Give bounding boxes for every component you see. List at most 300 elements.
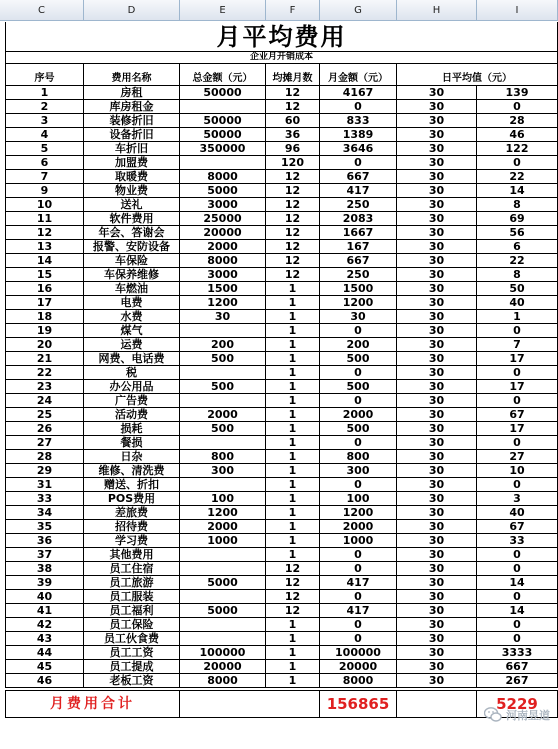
cell-total[interactable]: 5000 [180,604,266,618]
column-header[interactable]: F [266,0,320,21]
cell-daily[interactable]: 0 [477,618,558,632]
cell-months[interactable]: 12 [266,576,320,590]
cell-total[interactable] [180,548,266,562]
cell-daily[interactable]: 6 [477,240,558,254]
cell-monthly[interactable]: 667 [320,170,397,184]
cell-daily[interactable]: 8 [477,198,558,212]
cell-seq[interactable]: 37 [5,548,84,562]
cell-months[interactable]: 12 [266,86,320,100]
cell-daily[interactable]: 14 [477,604,558,618]
cell-months[interactable]: 1 [266,408,320,422]
cell-monthly[interactable]: 417 [320,604,397,618]
cell-seq[interactable]: 3 [5,114,84,128]
cell-months[interactable]: 12 [266,212,320,226]
cell-daily[interactable]: 67 [477,520,558,534]
cell-name[interactable]: 煤气 [84,324,180,338]
cell-total[interactable] [180,394,266,408]
cell-monthly[interactable]: 100000 [320,646,397,660]
column-header[interactable]: C [0,0,84,21]
cell-monthly[interactable]: 1500 [320,282,397,296]
cell-monthly[interactable]: 0 [320,562,397,576]
cell-monthly[interactable]: 1200 [320,506,397,520]
cell-daily[interactable]: 69 [477,212,558,226]
cell-name[interactable]: POS费用 [84,492,180,506]
cell-daily[interactable]: 3333 [477,646,558,660]
cell-daily[interactable]: 122 [477,142,558,156]
cell-seq[interactable]: 18 [5,310,84,324]
cell-total[interactable] [180,618,266,632]
cell-seq[interactable]: 38 [5,562,84,576]
cell-monthly[interactable]: 0 [320,478,397,492]
cell-daily[interactable]: 0 [477,156,558,170]
cell-daily[interactable]: 0 [477,366,558,380]
cell-months[interactable]: 1 [266,338,320,352]
cell-name[interactable]: 老板工资 [84,674,180,688]
cell-name[interactable]: 装修折旧 [84,114,180,128]
cell-name[interactable]: 员工服装 [84,590,180,604]
cell-monthly[interactable]: 833 [320,114,397,128]
cell-daily[interactable]: 667 [477,660,558,674]
cell-name[interactable]: 员工提成 [84,660,180,674]
cell-daily[interactable]: 139 [477,86,558,100]
cell-monthly[interactable]: 4167 [320,86,397,100]
cell-seq[interactable]: 25 [5,408,84,422]
cell-total[interactable]: 30 [180,310,266,324]
cell-days[interactable]: 30 [397,114,477,128]
cell-months[interactable]: 1 [266,436,320,450]
cell-daily[interactable]: 0 [477,436,558,450]
cell-days[interactable]: 30 [397,618,477,632]
cell-days[interactable]: 30 [397,100,477,114]
cell-daily[interactable]: 10 [477,464,558,478]
cell-seq[interactable]: 28 [5,450,84,464]
cell-total[interactable]: 800 [180,450,266,464]
cell-monthly[interactable]: 0 [320,366,397,380]
cell-days[interactable]: 30 [397,128,477,142]
cell-total[interactable]: 500 [180,352,266,366]
cell-name[interactable]: 送礼 [84,198,180,212]
cell-months[interactable]: 1 [266,450,320,464]
cell-months[interactable]: 1 [266,310,320,324]
cell-monthly[interactable]: 417 [320,184,397,198]
cell-months[interactable]: 1 [266,492,320,506]
cell-monthly[interactable]: 0 [320,632,397,646]
column-header[interactable]: G [320,0,397,21]
cell-months[interactable]: 1 [266,632,320,646]
cell-days[interactable]: 30 [397,478,477,492]
cell-months[interactable]: 36 [266,128,320,142]
cell-days[interactable]: 30 [397,660,477,674]
cell-total[interactable]: 200 [180,338,266,352]
cell-total[interactable] [180,366,266,380]
cell-total[interactable]: 20000 [180,660,266,674]
cell-days[interactable]: 30 [397,604,477,618]
cell-months[interactable]: 12 [266,170,320,184]
cell-months[interactable]: 1 [266,618,320,632]
cell-seq[interactable]: 5 [5,142,84,156]
cell-days[interactable]: 30 [397,492,477,506]
cell-monthly[interactable]: 250 [320,198,397,212]
cell-days[interactable]: 30 [397,212,477,226]
cell-seq[interactable]: 13 [5,240,84,254]
cell-daily[interactable]: 0 [477,100,558,114]
cell-months[interactable]: 1 [266,394,320,408]
cell-seq[interactable]: 33 [5,492,84,506]
cell-seq[interactable]: 2 [5,100,84,114]
cell-name[interactable]: 员工福利 [84,604,180,618]
header-daily[interactable]: 日平均值（元） [397,64,558,86]
cell-monthly[interactable]: 167 [320,240,397,254]
cell-monthly[interactable]: 3646 [320,142,397,156]
cell-daily[interactable]: 14 [477,184,558,198]
cell-name[interactable]: 运费 [84,338,180,352]
cell-months[interactable]: 120 [266,156,320,170]
cell-total[interactable]: 300 [180,464,266,478]
cell-seq[interactable]: 17 [5,296,84,310]
cell-months[interactable]: 1 [266,380,320,394]
cell-days[interactable]: 30 [397,674,477,688]
cell-total[interactable]: 50000 [180,128,266,142]
cell-days[interactable]: 30 [397,268,477,282]
cell-daily[interactable]: 50 [477,282,558,296]
cell-monthly[interactable]: 250 [320,268,397,282]
cell-seq[interactable]: 36 [5,534,84,548]
cell-daily[interactable]: 22 [477,170,558,184]
cell-name[interactable]: 取暖费 [84,170,180,184]
cell-total[interactable]: 1500 [180,282,266,296]
cell-name[interactable]: 日杂 [84,450,180,464]
cell-days[interactable]: 30 [397,240,477,254]
cell-daily[interactable]: 0 [477,478,558,492]
cell-daily[interactable]: 33 [477,534,558,548]
cell-daily[interactable]: 14 [477,576,558,590]
cell-seq[interactable]: 43 [5,632,84,646]
cell-name[interactable]: 员工保险 [84,618,180,632]
cell-name[interactable]: 物业费 [84,184,180,198]
cell-seq[interactable]: 4 [5,128,84,142]
cell-total[interactable]: 20000 [180,226,266,240]
cell-monthly[interactable]: 30 [320,310,397,324]
cell-days[interactable]: 30 [397,548,477,562]
cell-daily[interactable]: 0 [477,324,558,338]
sheet-title[interactable]: 月平均费用 [5,22,558,52]
cell-months[interactable]: 12 [266,590,320,604]
cell-monthly[interactable]: 1389 [320,128,397,142]
cell-daily[interactable]: 267 [477,674,558,688]
cell-monthly[interactable]: 0 [320,590,397,604]
cell-total[interactable] [180,100,266,114]
cell-name[interactable]: 学习费 [84,534,180,548]
header-monthly[interactable]: 月金额（元） [320,64,397,86]
cell-total[interactable]: 3000 [180,268,266,282]
cell-monthly[interactable]: 0 [320,156,397,170]
header-seq[interactable]: 序号 [5,64,84,86]
cell-name[interactable]: 维修、清洗费 [84,464,180,478]
sheet-subtitle[interactable]: 企业月开销成本 [5,52,558,64]
cell-monthly[interactable]: 2000 [320,408,397,422]
cell-total[interactable]: 1000 [180,534,266,548]
cell-total[interactable]: 1200 [180,506,266,520]
cell-monthly[interactable]: 0 [320,324,397,338]
cell-days[interactable]: 30 [397,310,477,324]
cell-total[interactable]: 50000 [180,86,266,100]
cell-monthly[interactable]: 500 [320,380,397,394]
cell-name[interactable]: 车燃油 [84,282,180,296]
cell-daily[interactable]: 0 [477,562,558,576]
cell-seq[interactable]: 24 [5,394,84,408]
cell-months[interactable]: 12 [266,562,320,576]
cell-daily[interactable]: 46 [477,128,558,142]
cell-months[interactable]: 1 [266,352,320,366]
column-header[interactable]: E [180,0,266,21]
cell-seq[interactable]: 11 [5,212,84,226]
cell-seq[interactable]: 34 [5,506,84,520]
cell-name[interactable]: 年会、答谢会 [84,226,180,240]
cell-days[interactable]: 30 [397,562,477,576]
cell-monthly[interactable]: 1000 [320,534,397,548]
cell-days[interactable]: 30 [397,184,477,198]
cell-name[interactable]: 税 [84,366,180,380]
cell-total[interactable]: 500 [180,422,266,436]
cell-seq[interactable]: 26 [5,422,84,436]
cell-name[interactable]: 电费 [84,296,180,310]
cell-monthly[interactable]: 800 [320,450,397,464]
cell-total[interactable]: 2000 [180,408,266,422]
cell-daily[interactable]: 27 [477,450,558,464]
cell-monthly[interactable]: 1200 [320,296,397,310]
cell-months[interactable]: 1 [266,646,320,660]
column-header[interactable]: I [477,0,558,21]
cell-daily[interactable]: 67 [477,408,558,422]
cell-daily[interactable]: 17 [477,380,558,394]
cell-days[interactable]: 30 [397,394,477,408]
cell-months[interactable]: 1 [266,324,320,338]
cell-months[interactable]: 12 [266,100,320,114]
cell-months[interactable]: 1 [266,282,320,296]
cell-name[interactable]: 活动费 [84,408,180,422]
cell-months[interactable]: 1 [266,534,320,548]
cell-name[interactable]: 网费、电话费 [84,352,180,366]
cell-total[interactable] [180,590,266,604]
cell-monthly[interactable]: 500 [320,422,397,436]
cell-monthly[interactable]: 500 [320,352,397,366]
cell-seq[interactable]: 20 [5,338,84,352]
cell-total[interactable]: 100000 [180,646,266,660]
cell-name[interactable]: 招待费 [84,520,180,534]
cell-months[interactable]: 1 [266,478,320,492]
cell-daily[interactable]: 40 [477,506,558,520]
cell-seq[interactable]: 6 [5,156,84,170]
cell-name[interactable]: 软件费用 [84,212,180,226]
cell-days[interactable]: 30 [397,338,477,352]
cell-monthly[interactable]: 417 [320,576,397,590]
cell-days[interactable]: 30 [397,380,477,394]
cell-name[interactable]: 员工旅游 [84,576,180,590]
cell-seq[interactable]: 44 [5,646,84,660]
cell-monthly[interactable]: 1667 [320,226,397,240]
cell-days[interactable]: 30 [397,282,477,296]
cell-days[interactable]: 30 [397,590,477,604]
cell-total[interactable]: 8000 [180,170,266,184]
cell-name[interactable]: 员工工资 [84,646,180,660]
cell-months[interactable]: 12 [266,198,320,212]
cell-days[interactable]: 30 [397,156,477,170]
cell-daily[interactable]: 0 [477,548,558,562]
cell-name[interactable]: 办公用品 [84,380,180,394]
cell-months[interactable]: 1 [266,674,320,688]
cell-seq[interactable]: 9 [5,184,84,198]
cell-months[interactable]: 1 [266,296,320,310]
cell-total[interactable] [180,478,266,492]
cell-daily[interactable]: 0 [477,394,558,408]
cell-days[interactable]: 30 [397,422,477,436]
cell-seq[interactable]: 10 [5,198,84,212]
cell-days[interactable]: 30 [397,86,477,100]
cell-seq[interactable]: 15 [5,268,84,282]
cell-seq[interactable]: 12 [5,226,84,240]
cell-total[interactable]: 8000 [180,254,266,268]
cell-monthly[interactable]: 8000 [320,674,397,688]
cell-days[interactable]: 30 [397,296,477,310]
cell-monthly[interactable]: 0 [320,436,397,450]
cell-total[interactable]: 500 [180,380,266,394]
cell-days[interactable]: 30 [397,352,477,366]
header-name[interactable]: 费用名称 [84,64,180,86]
cell-seq[interactable]: 42 [5,618,84,632]
cell-total[interactable]: 100 [180,492,266,506]
cell-months[interactable]: 1 [266,548,320,562]
cell-name[interactable]: 餐损 [84,436,180,450]
cell-daily[interactable]: 0 [477,590,558,604]
cell-monthly[interactable]: 300 [320,464,397,478]
column-header[interactable]: H [397,0,477,21]
cell-daily[interactable]: 17 [477,352,558,366]
total-blank-cell[interactable] [397,690,477,718]
cell-days[interactable]: 30 [397,632,477,646]
cell-daily[interactable]: 7 [477,338,558,352]
cell-monthly[interactable]: 0 [320,394,397,408]
cell-name[interactable]: 赠送、折扣 [84,478,180,492]
cell-name[interactable]: 水费 [84,310,180,324]
cell-seq[interactable]: 7 [5,170,84,184]
cell-total[interactable] [180,156,266,170]
cell-seq[interactable]: 46 [5,674,84,688]
cell-days[interactable]: 30 [397,450,477,464]
cell-total[interactable] [180,632,266,646]
cell-months[interactable]: 12 [266,604,320,618]
cell-name[interactable]: 报警、安防设备 [84,240,180,254]
cell-total[interactable]: 25000 [180,212,266,226]
cell-months[interactable]: 12 [266,184,320,198]
cell-total[interactable]: 3000 [180,198,266,212]
cell-days[interactable]: 30 [397,254,477,268]
cell-seq[interactable]: 22 [5,366,84,380]
cell-daily[interactable]: 56 [477,226,558,240]
cell-months[interactable]: 12 [266,226,320,240]
cell-total[interactable]: 5000 [180,184,266,198]
cell-seq[interactable]: 23 [5,380,84,394]
cell-months[interactable]: 1 [266,366,320,380]
cell-months[interactable]: 96 [266,142,320,156]
cell-total[interactable]: 5000 [180,576,266,590]
cell-total[interactable]: 350000 [180,142,266,156]
cell-months[interactable]: 12 [266,268,320,282]
cell-days[interactable]: 30 [397,324,477,338]
cell-seq[interactable]: 14 [5,254,84,268]
cell-days[interactable]: 30 [397,520,477,534]
cell-months[interactable]: 12 [266,240,320,254]
cell-months[interactable]: 1 [266,422,320,436]
cell-name[interactable]: 差旅费 [84,506,180,520]
cell-monthly[interactable]: 0 [320,618,397,632]
cell-seq[interactable]: 45 [5,660,84,674]
cell-name[interactable]: 设备折旧 [84,128,180,142]
cell-seq[interactable]: 41 [5,604,84,618]
cell-daily[interactable]: 3 [477,492,558,506]
cell-daily[interactable]: 17 [477,422,558,436]
cell-name[interactable]: 广告费 [84,394,180,408]
cell-name[interactable]: 车保险 [84,254,180,268]
cell-daily[interactable]: 28 [477,114,558,128]
cell-daily[interactable]: 22 [477,254,558,268]
cell-name[interactable]: 车保养维修 [84,268,180,282]
cell-days[interactable]: 30 [397,534,477,548]
cell-total[interactable]: 2000 [180,520,266,534]
cell-days[interactable]: 30 [397,170,477,184]
cell-seq[interactable]: 21 [5,352,84,366]
cell-days[interactable]: 30 [397,646,477,660]
cell-total[interactable] [180,324,266,338]
cell-seq[interactable]: 29 [5,464,84,478]
cell-daily[interactable]: 0 [477,632,558,646]
cell-days[interactable]: 30 [397,436,477,450]
cell-monthly[interactable]: 100 [320,492,397,506]
cell-months[interactable]: 1 [266,506,320,520]
cell-monthly[interactable]: 200 [320,338,397,352]
column-header[interactable]: D [84,0,180,21]
cell-name[interactable]: 车折旧 [84,142,180,156]
cell-seq[interactable]: 39 [5,576,84,590]
total-daily-value[interactable]: 5229 [477,690,558,718]
cell-days[interactable]: 30 [397,408,477,422]
total-monthly-value[interactable]: 156865 [320,690,397,718]
cell-daily[interactable]: 8 [477,268,558,282]
cell-name[interactable]: 库房租金 [84,100,180,114]
cell-monthly[interactable]: 2000 [320,520,397,534]
cell-days[interactable]: 30 [397,464,477,478]
cell-name[interactable]: 损耗 [84,422,180,436]
cell-months[interactable]: 60 [266,114,320,128]
cell-seq[interactable]: 40 [5,590,84,604]
cell-months[interactable]: 12 [266,254,320,268]
cell-name[interactable]: 加盟费 [84,156,180,170]
cell-days[interactable]: 30 [397,142,477,156]
cell-days[interactable]: 30 [397,576,477,590]
cell-total[interactable]: 50000 [180,114,266,128]
total-label[interactable]: 月费用合计 [5,690,180,718]
cell-days[interactable]: 30 [397,366,477,380]
cell-total[interactable]: 1200 [180,296,266,310]
cell-name[interactable]: 房租 [84,86,180,100]
cell-name[interactable]: 员工住宿 [84,562,180,576]
cell-monthly[interactable]: 2083 [320,212,397,226]
cell-daily[interactable]: 40 [477,296,558,310]
header-total[interactable]: 总金额（元） [180,64,266,86]
cell-months[interactable]: 1 [266,520,320,534]
cell-seq[interactable]: 19 [5,324,84,338]
cell-monthly[interactable]: 20000 [320,660,397,674]
cell-days[interactable]: 30 [397,506,477,520]
